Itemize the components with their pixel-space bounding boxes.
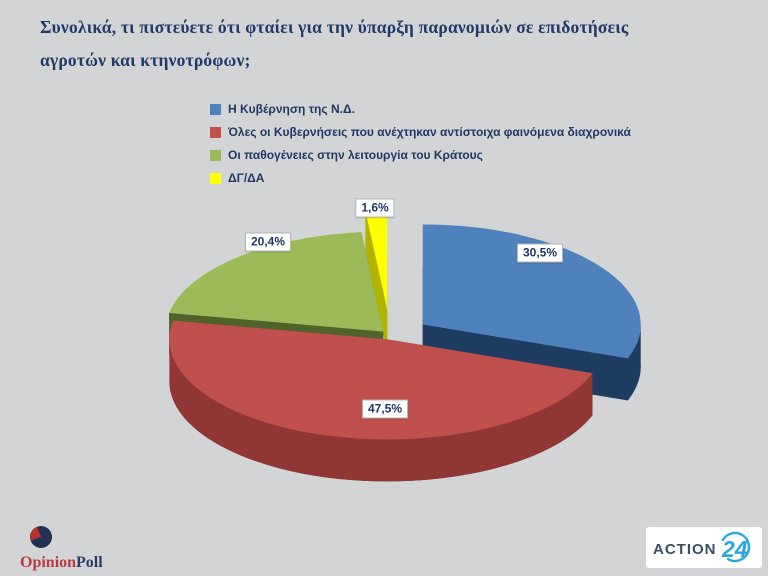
legend-item-state-pathologies <box>210 148 631 162</box>
legend <box>210 102 631 185</box>
pie-value-label-blue: 30,5% <box>517 244 563 263</box>
opinionpoll-pie-icon <box>29 525 53 549</box>
legend-swatch-green <box>210 150 221 161</box>
pie-value-label-red: 47,5% <box>362 400 408 419</box>
legend-swatch-yellow <box>210 173 221 184</box>
legend-label: ΔΓ/ΔΑ <box>228 171 265 185</box>
legend-item-nd <box>210 102 631 116</box>
action24-wordmark <box>649 528 759 568</box>
opinionpoll-word-poll: Poll <box>76 554 103 571</box>
legend-label: Όλες οι Κυβερνήσεις που ανέχτηκαν αντίστοιχα φαινόμενα διαχρονικά <box>228 125 631 139</box>
legend-item-all-governments <box>210 125 631 139</box>
legend-swatch-blue <box>210 104 221 115</box>
chart-title-line2: αγροτών και κτηνοτρόφων; <box>40 50 251 70</box>
legend-item-dont-know <box>210 171 631 185</box>
legend-label: Οι παθογένειες στην λειτουργία του Κράτους <box>228 148 483 162</box>
action24-word-action: ACTION <box>653 540 717 558</box>
action24-logo <box>646 527 762 568</box>
legend-swatch-red <box>210 127 221 138</box>
action24-number-24: 24 <box>722 535 748 562</box>
pie-value-label-green: 20,4% <box>245 233 291 252</box>
opinionpoll-wordmark <box>20 554 103 572</box>
opinionpoll-word-opinion: Opinion <box>20 554 77 571</box>
legend-label: Η Κυβέρνηση της Ν.Δ. <box>228 102 355 116</box>
pie-value-label-yellow: 1,6% <box>355 199 394 218</box>
chart-title-line1: Συνολικά, τι πιστεύετε ότι φταίει για την ύπαρξη παρανομιών σε επιδοτήσεις <box>40 17 629 37</box>
